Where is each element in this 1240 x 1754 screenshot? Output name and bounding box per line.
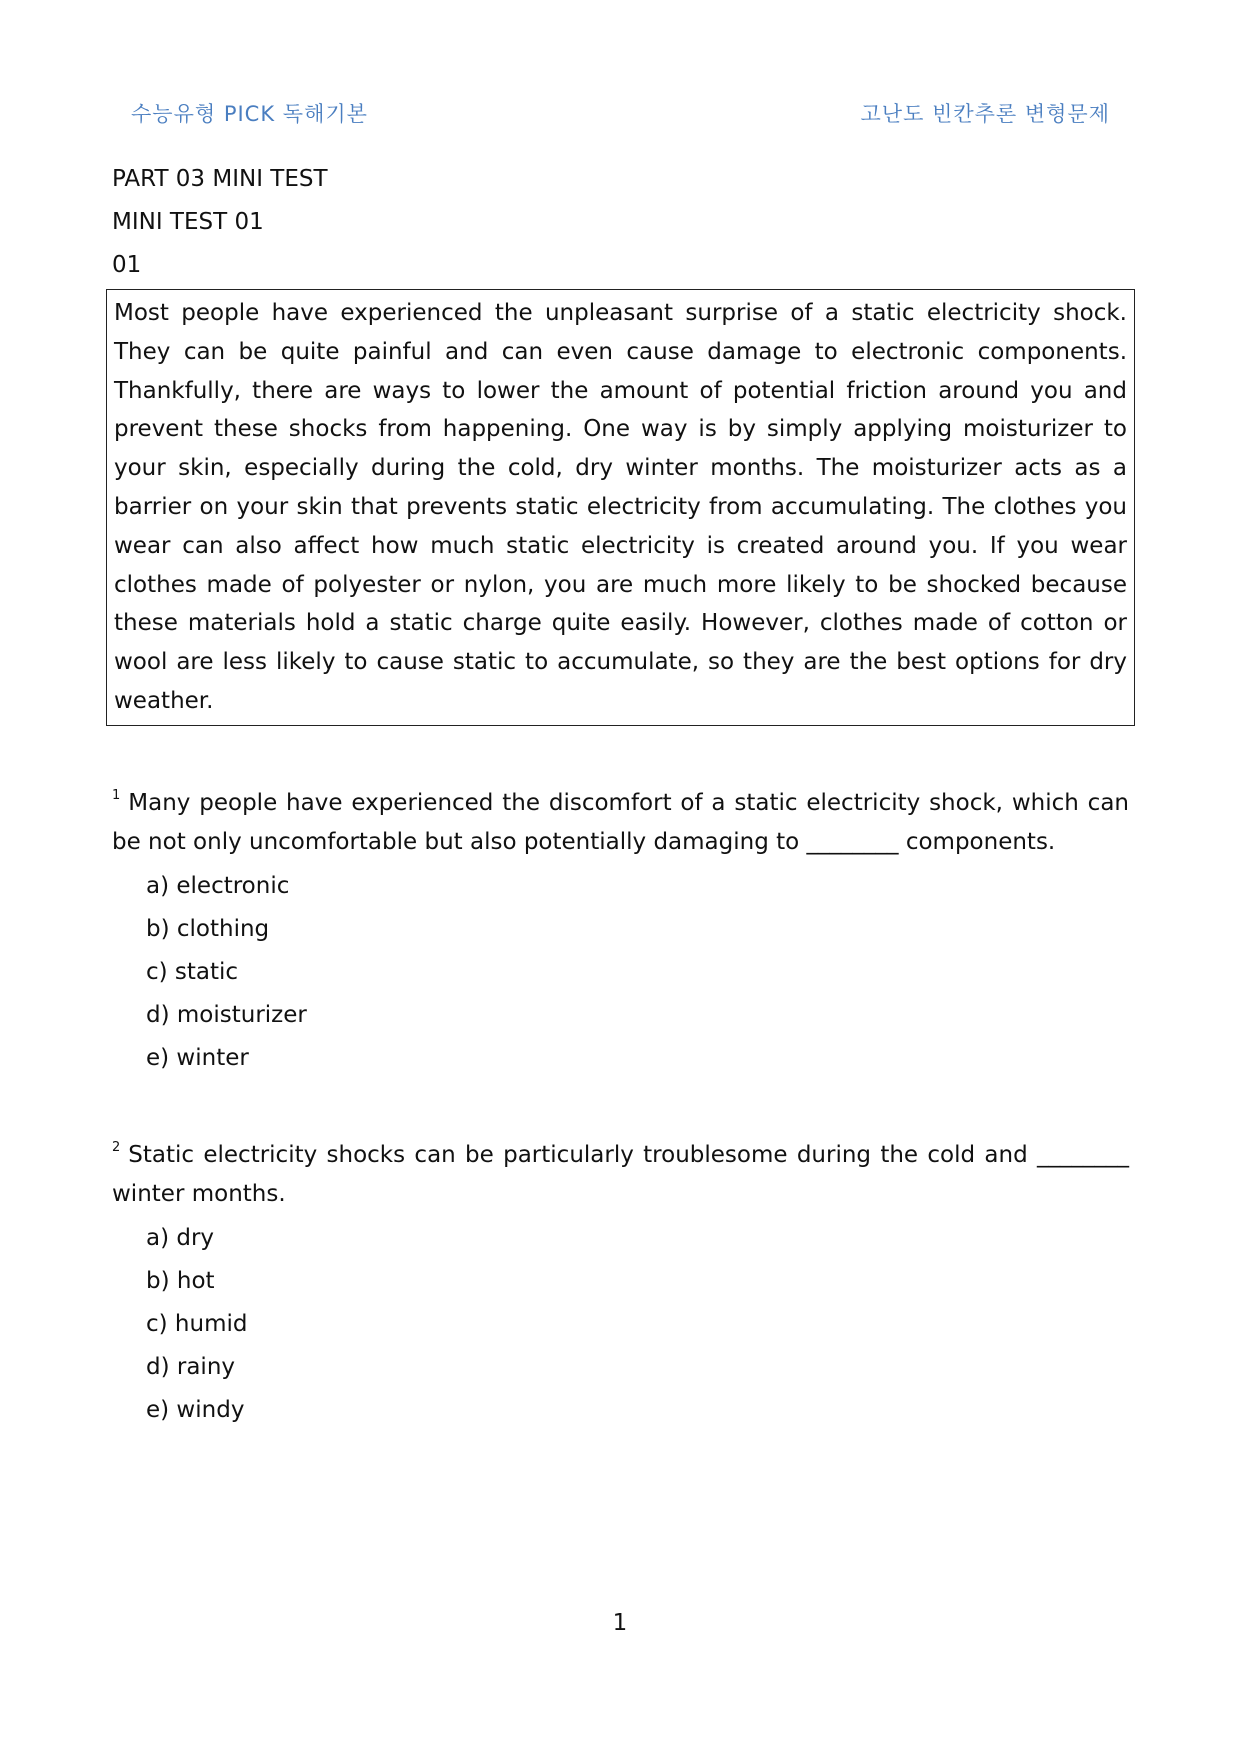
question-1-text: Many people have experienced the discomfort of a static electricity shock, which can be not only uncomfortable but also potentially damaging to ________ components.	[112, 789, 1129, 855]
option-item[interactable]: c) humid	[146, 1310, 248, 1337]
question-2-text: Static electricity shocks can be particularly troublesome during the cold and ________ winter months.	[112, 1141, 1129, 1207]
option-item[interactable]: e) windy	[146, 1396, 245, 1423]
question-2	[112, 1128, 1129, 1432]
option-item[interactable]: b) clothing	[146, 915, 270, 942]
question-1-options	[146, 865, 1129, 1080]
page-header	[131, 98, 1110, 128]
option-item[interactable]: a) electronic	[146, 872, 290, 899]
passage-number: 01	[112, 252, 142, 278]
header-right-title: 고난도 빈칸추론 변형문제	[860, 102, 1110, 126]
question-1-stem	[112, 776, 1129, 862]
part-heading: PART 03 MINI TEST	[112, 166, 328, 192]
question-1	[112, 776, 1129, 1080]
test-heading: MINI TEST 01	[112, 209, 264, 235]
main-content	[112, 158, 1129, 1432]
option-item[interactable]: e) winter	[146, 1044, 249, 1071]
question-2-stem	[112, 1128, 1129, 1214]
option-item[interactable]: a) dry	[146, 1224, 215, 1251]
option-item[interactable]: d) moisturizer	[146, 1001, 307, 1028]
option-item[interactable]: b) hot	[146, 1267, 215, 1294]
question-1-number: 1	[112, 787, 121, 803]
reading-passage: Most people have experienced the unpleasant surprise of a static electricity shock. They can be quite painful and can even cause damage to electronic components. Thankfully, there are ways to lower the amount of potential friction around you and prevent these shocks from happening. One way is by simply applying moisturizer to your skin, especially during the cold, dry winter months. The moisturizer acts as a barrier on your skin that prevents static electricity from accumulating. The clothes you wear can also affect how much static electricity is created around you. If you wear clothes made of polyester or nylon, you are much more likely to be shocked because these materials hold a static charge quite easily. However, clothes made of cotton or wool are less likely to cause static to accumulate, so they are the best options for dry weather.	[106, 289, 1135, 726]
question-2-options	[146, 1217, 1129, 1432]
page-number: 1	[612, 1610, 628, 1636]
question-2-number: 2	[112, 1139, 121, 1155]
header-left-title: 수능유형 PICK 독해기본	[131, 102, 368, 126]
option-item[interactable]: c) static	[146, 958, 239, 985]
option-item[interactable]: d) rainy	[146, 1353, 236, 1380]
